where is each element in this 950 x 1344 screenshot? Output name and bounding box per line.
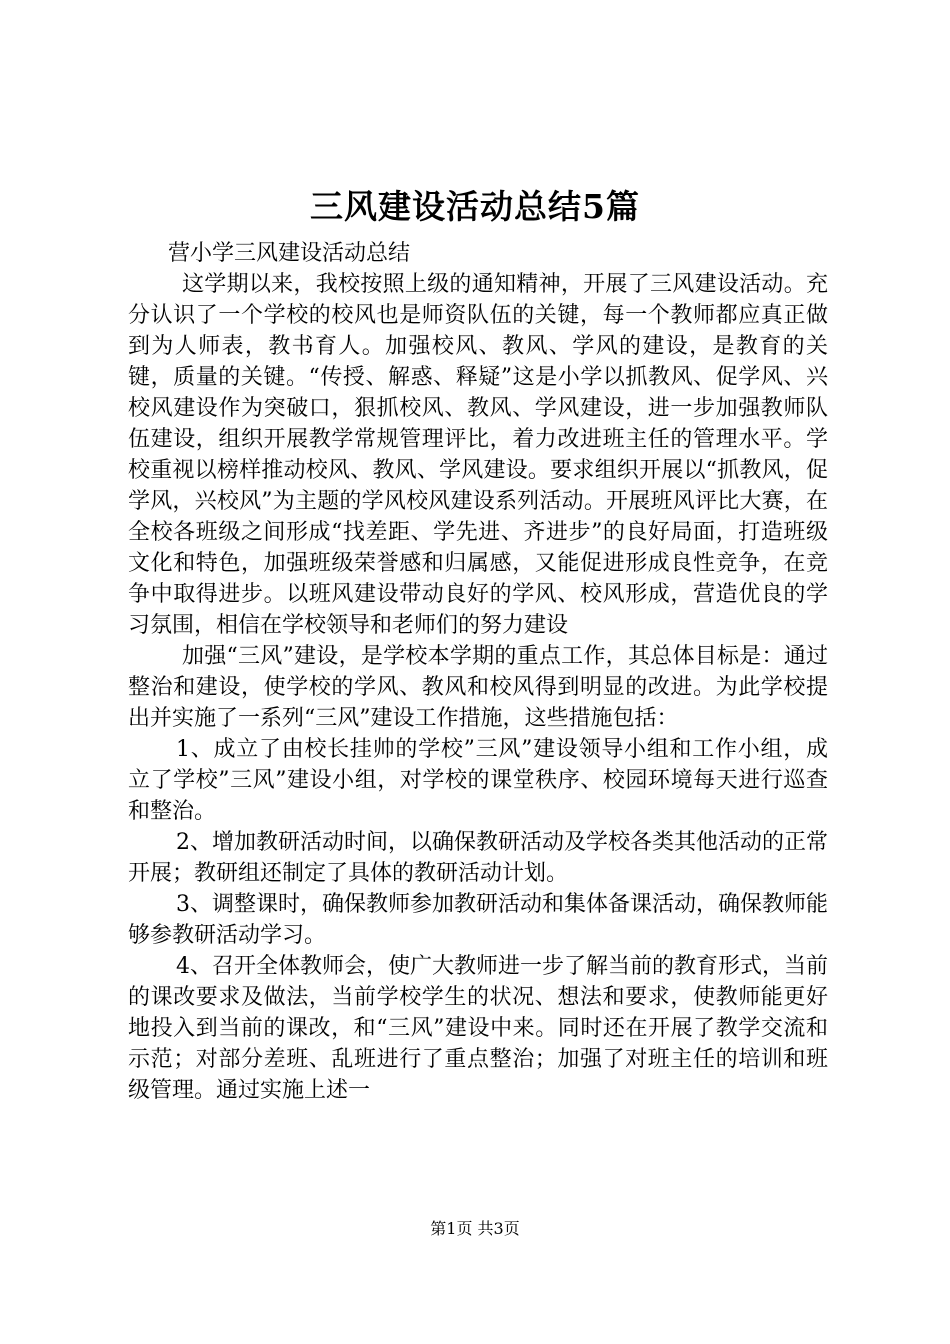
list-item-1: 1、成立了由校长挂帅的学校”三风”建设领导小组和工作小组，成立了学校”三风”建设小组，对学校的课堂秩序、校园环境每天进行巡查和整治。 (128, 737, 828, 824)
document-body (128, 238, 828, 1106)
list-item-3: 3、调整课时，确保教师参加教研活动和集体备课活动，确保教师能够参教研活动学习。 (128, 892, 828, 948)
page-number: 第1页 共3页 (430, 1219, 520, 1238)
list-item-4: 4、召开全体教师会，使广大教师进一步了解当前的教育形式，当前的课改要求及做法，当前学校学生的状况、想法和要求，使教师能更好地投入到当前的课改，和“三风”建设中来。同时还在开展了教学交流和示范；对部分差班、乱班进行了重点整治；加强了对班主任的培训和班级管理。通过实施上述一 (128, 954, 828, 1103)
paragraph-intro: 这学期以来，我校按照上级的通知精神，开展了三风建设活动。充分认识了一个学校的校风也是师资队伍的关键，每一个教师都应真正做到为人师表，教书育人。加强校风、教风、学风的建设，是教育的关键，质量的关键。“传授、解惑、释疑”这是小学以抓教风、促学风、兴校风建设作为突破口，狠抓校风、教风、学风建设，进一步加强教师队伍建设，组织开展教学常规管理评比，着力改进班主任的管理水平。学校重视以榜样推动校风、教风、学风建设。要求组织开展以“抓教风，促学风，兴校风”为主题的学风校风建设系列活动。开展班风评比大赛，在全校各班级之间形成“找差距、学先进、齐进步”的良好局面，打造班级文化和特色，加强班级荣誉感和归属感，又能促进形成良性竞争，在竞争中取得进步。以班风建设带动良好的学风、校风形成，营造优良的学习氛围，相信在学校领导和老师们的努力建设 (128, 272, 828, 638)
document-subtitle: 营小学三风建设活动总结 (168, 241, 411, 266)
paragraph-measures: 加强“三风”建设，是学校本学期的重点工作，其总体目标是：通过整治和建设，使学校的学风、教风和校风得到明显的改进。为此学校提出并实施了一系列“三风”建设工作措施，这些措施包括： (128, 644, 828, 731)
document-title: 三风建设活动总结5篇 (310, 187, 640, 226)
list-item-2: 2、增加教研活动时间，以确保教研活动及学校各类其他活动的正常开展；教研组还制定了具体的教研活动计划。 (128, 830, 828, 886)
